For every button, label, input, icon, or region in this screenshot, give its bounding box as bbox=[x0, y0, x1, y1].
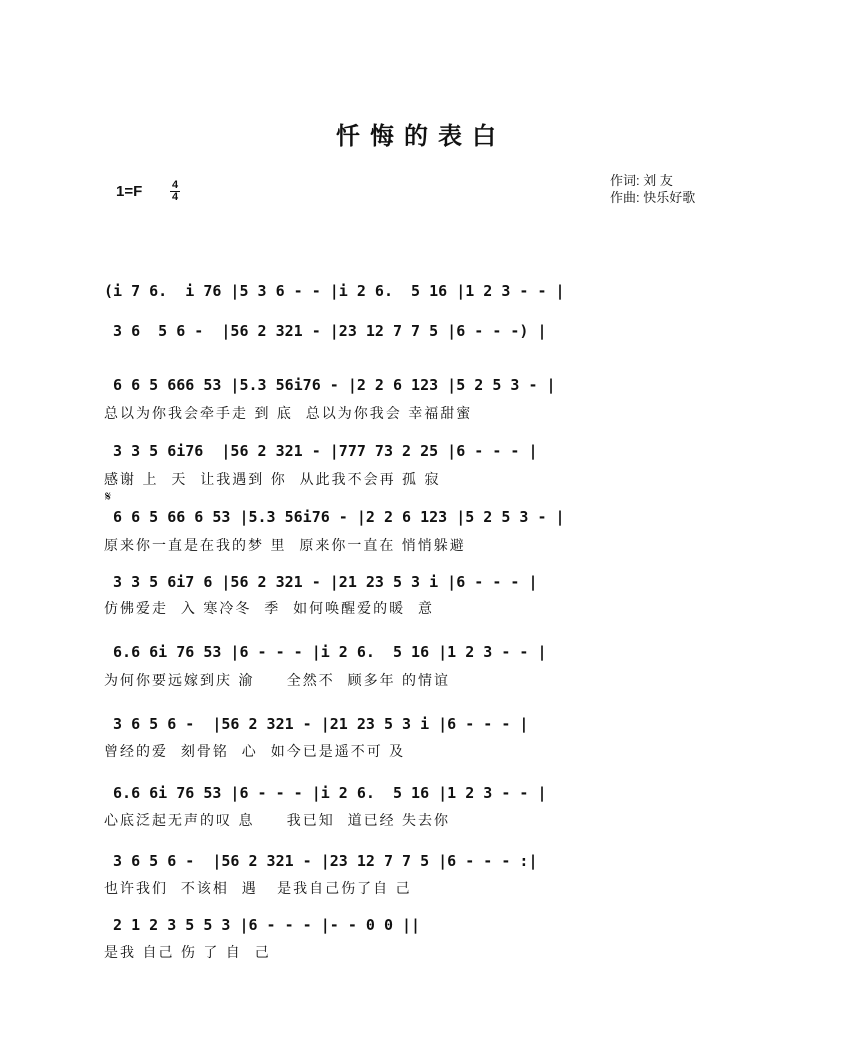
score-line-5-notes: 6 6 5 66 6 53 |5.3 56i76 - |2 2 6 123 |5 2 5 3 - | bbox=[104, 508, 565, 526]
score-line-4-notes: 3 3 5 6i76 |56 2 321 - |777 73 2 25 |6 - - - | bbox=[104, 442, 538, 460]
key-signature: 1=F bbox=[116, 183, 143, 200]
composer-credit: 作曲: 快乐好歌 bbox=[610, 190, 696, 205]
score-line-11-notes: 2 1 2 3 5 5 3 |6 - - - |- - 0 0 || bbox=[104, 916, 421, 934]
score-line-9-lyric: 心底泛起无声的叹 息 我已知 道已经 失去你 bbox=[104, 813, 451, 829]
time-signature-bottom: 4 bbox=[171, 191, 179, 203]
score-line-3-lyric: 总以为你我会牵手走 到 底 总以为你我会 幸福甜蜜 bbox=[104, 406, 473, 422]
score-line-7-notes: 6.6 6i 76 53 |6 - - - |i 2 6. 5 16 |1 2 3 - - | bbox=[104, 643, 547, 661]
lyricist-credit: 作词: 刘 友 bbox=[610, 173, 673, 188]
score-line-6-lyric: 仿佛爱走 入 寒冷冬 季 如何唤醒爱的暖 意 bbox=[104, 601, 435, 617]
score-line-10-lyric: 也许我们 不该相 遇 是我自己伤了自 己 bbox=[104, 881, 412, 897]
score-line-8-lyric: 曾经的爱 刻骨铭 心 如今已是遥不可 及 bbox=[104, 744, 406, 760]
segno-sign: 𝄋 bbox=[105, 488, 112, 504]
score-line-11-lyric: 是我 自己 伤 了 自 己 bbox=[104, 945, 271, 961]
score-line-3-notes: 6 6 5 666 53 |5.3 56i76 - |2 2 6 123 |5 2 5 3 - | bbox=[104, 376, 556, 394]
score-line-6-notes: 3 3 5 6i7 6 |56 2 321 - |21 23 5 3 i |6 - - - | bbox=[104, 573, 538, 591]
score-line-4-lyric: 感谢 上 天 让我遇到 你 从此我不会再 孤 寂 bbox=[104, 472, 441, 488]
score-line-9-notes: 6.6 6i 76 53 |6 - - - |i 2 6. 5 16 |1 2 3 - - | bbox=[104, 784, 547, 802]
score-line-7-lyric: 为何你要远嫁到庆 渝 全然不 顾多年 的情谊 bbox=[104, 673, 451, 689]
score-line-1-notes: (i 7 6. i 76 |5 3 6 - - |i 2 6. 5 16 |1 2 3 - - | bbox=[104, 282, 565, 300]
time-signature bbox=[170, 180, 180, 203]
time-signature-top: 4 bbox=[171, 179, 179, 191]
score-line-8-notes: 3 6 5 6 - |56 2 321 - |21 23 5 3 i |6 - - - | bbox=[104, 715, 529, 733]
song-title: 忏悔的表白 bbox=[336, 123, 506, 150]
score-line-10-notes: 3 6 5 6 - |56 2 321 - |23 12 7 7 5 |6 - - - :| bbox=[104, 852, 538, 870]
score-line-2-notes: 3 6 5 6 - |56 2 321 - |23 12 7 7 5 |6 - - -) | bbox=[104, 322, 547, 340]
score-line-5-lyric: 原来你一直是在我的梦 里 原来你一直在 悄悄躲避 bbox=[104, 538, 466, 554]
credits bbox=[610, 172, 695, 206]
